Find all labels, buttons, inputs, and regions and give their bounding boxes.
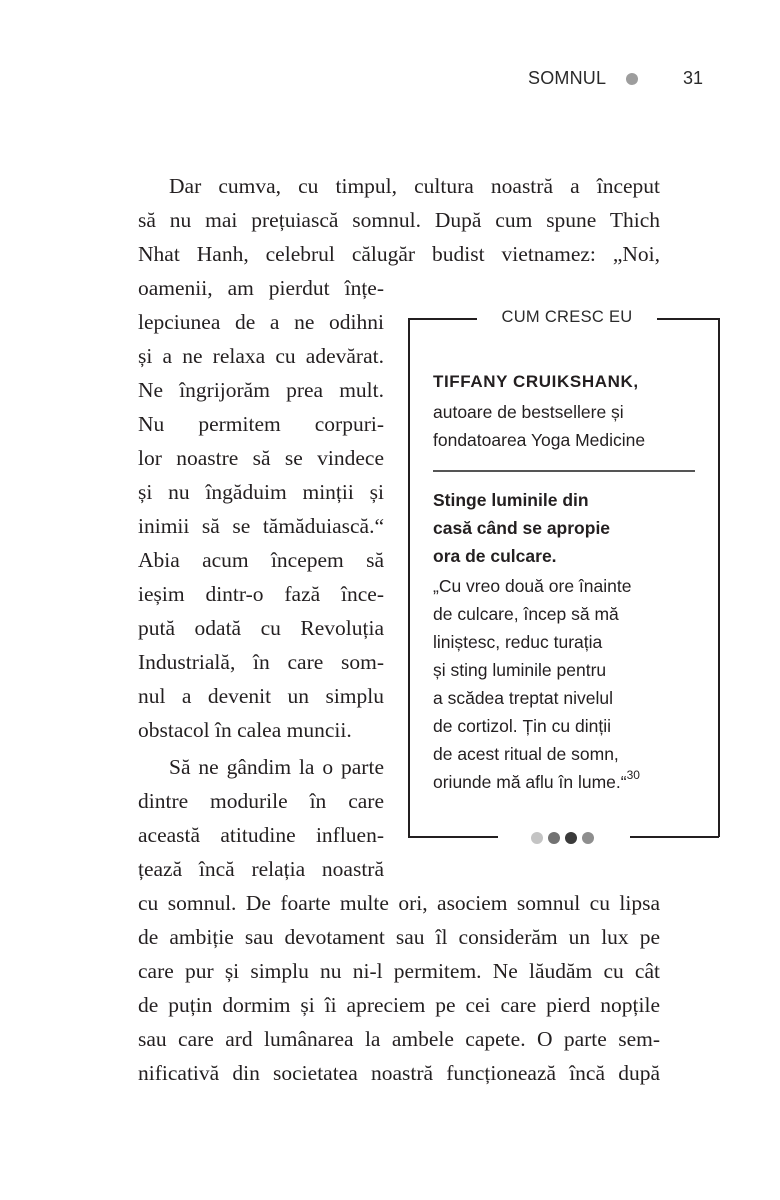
text-line: de ambiție sau devotament sau îl considerăm un lux pe: [138, 925, 660, 949]
box-border-bottom-left: [408, 836, 498, 838]
author-desc-line: fondatoarea Yoga Medicine: [433, 430, 646, 450]
text-line: nul a devenit un simplu: [138, 684, 384, 708]
sidebar-divider: [433, 470, 695, 472]
box-border-left: [408, 318, 410, 837]
quote-line: „Cu vreo două ore înainte: [433, 576, 632, 596]
running-title: SOMNUL: [528, 68, 607, 88]
text-line: Ne îngrijorăm prea mult.: [138, 378, 384, 402]
footnote-reference[interactable]: 30: [626, 768, 640, 782]
sidebar-title: CUM CRESC EU: [501, 308, 633, 326]
tip-title-line: ora de culcare.: [433, 546, 557, 566]
tip-title-line: Stinge luminile din: [433, 490, 589, 510]
text-line: Dar cumva, cu timpul, cultura noastră a început: [169, 174, 660, 198]
quote-last-line: oriunde mă aflu în lume.“: [433, 772, 627, 792]
text-line: Nu permitem corpuri-: [138, 412, 384, 436]
quote-line: [433, 768, 640, 796]
quote-line: liniștesc, reduc turația: [433, 632, 603, 652]
decorative-dots: [531, 832, 594, 846]
text-line: și a ne relaxa cu adevărat.: [138, 344, 384, 368]
dot-icon: [582, 832, 594, 844]
dot-icon: [565, 832, 577, 844]
text-line: obstacol în calea muncii.: [138, 718, 352, 742]
sidebar-box: [408, 308, 719, 837]
text-line: oamenii, am pierdut înțe-: [138, 276, 384, 300]
text-line: această atitudine influen-: [138, 823, 384, 847]
dot-icon: [548, 832, 560, 844]
box-border-top-left: [408, 318, 477, 320]
text-line: care pur și simplu nu ni-l permitem. Ne lăudăm cu cât: [138, 959, 660, 983]
text-line: lepciunea de a ne odihni: [138, 310, 384, 334]
text-line: Nhat Hanh, celebrul călugăr budist vietnamez: „Noi,: [138, 242, 660, 266]
quote-line: de acest ritual de somn,: [433, 744, 619, 764]
quote: [433, 572, 640, 796]
text-line: cu somnul. De foarte multe ori, asociem somnul cu lipsa: [138, 891, 660, 915]
author-name: TIFFANY CRUIKSHANK,: [433, 372, 639, 391]
tip-title: [433, 486, 610, 570]
box-border-right: [718, 318, 720, 837]
text-line: inimii să se tămăduiască.“: [138, 514, 384, 538]
quote-line: de culcare, încep să mă: [433, 604, 619, 624]
text-line: dintre modurile în care: [138, 789, 384, 813]
author-desc-line: autoare de bestsellere și: [433, 402, 624, 422]
text-line: de puțin dormim și îi apreciem pe cei care pierd nopțile: [138, 993, 660, 1017]
quote-line: a scădea treptat nivelul: [433, 688, 613, 708]
text-line: pută odată cu Revoluția: [138, 616, 384, 640]
text-line: sau care ard lumânarea la ambele capete. O parte sem-: [138, 1027, 660, 1051]
text-line: lor noastre să se vindece: [138, 446, 384, 470]
text-line: Industrială, în care som-: [138, 650, 384, 674]
text-line: Abia acum începem să: [138, 548, 384, 572]
page-number: 31: [683, 68, 704, 88]
dot-icon: [531, 832, 543, 844]
author-description: [433, 398, 645, 454]
quote-line: și sting luminile pentru: [433, 660, 607, 680]
quote-line: de cortizol. Țin cu dinții: [433, 716, 611, 736]
text-line: să nu mai prețuiască somnul. După cum spune Thich: [138, 208, 660, 232]
text-line: Să ne gândim la o parte: [169, 755, 384, 779]
box-border-top-right: [657, 318, 719, 320]
text-line: țează încă relația noastră: [138, 857, 384, 881]
tip-title-line: casă când se apropie: [433, 518, 611, 538]
text-line: ieșim dintr-o fază înce-: [138, 582, 384, 606]
text-line: și nu îngăduim minții și: [138, 480, 384, 504]
box-border-bottom-right: [630, 836, 719, 838]
text-line: nificativă din societatea noastră funcționează încă după: [138, 1061, 660, 1085]
